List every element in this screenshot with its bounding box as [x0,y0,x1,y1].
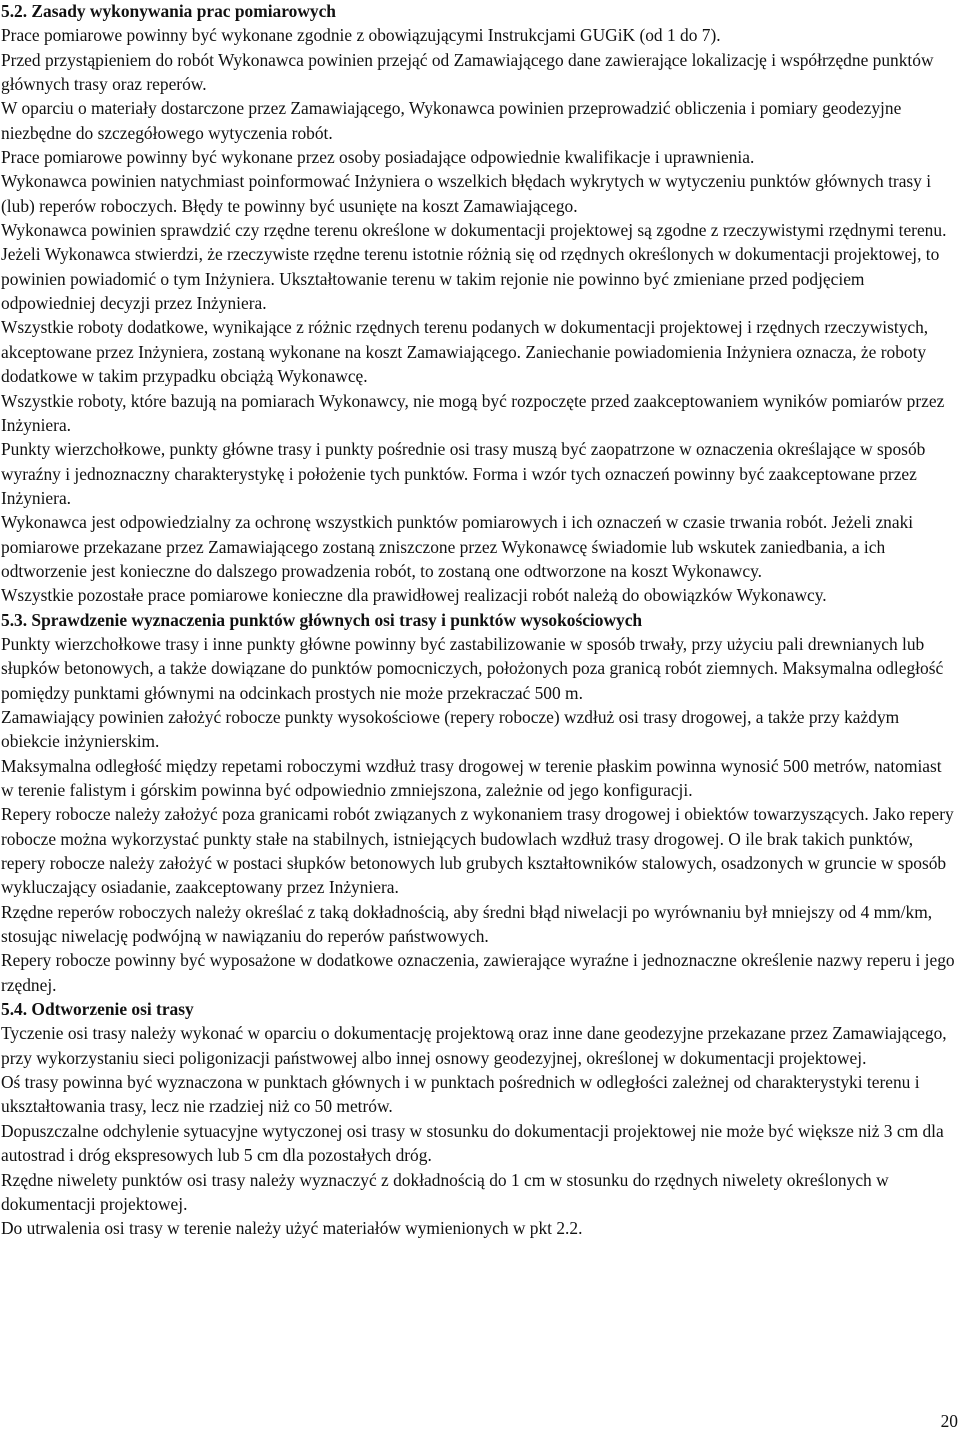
paragraph: Repery robocze powinny być wyposażone w dodatkowe oznaczenia, zawierające wyraźne i jednoznaczne określenie nazwy reperu i jego rzędnej. [1,950,955,995]
paragraph: Oś trasy powinna być wyznaczona w punktach głównych i w punktach pośrednich w odległości zależnej od charakterystyki terenu i ukształtowania trasy, lecz nie rzadziej niż co 50 metrów. [1,1072,920,1117]
paragraph: Wszystkie roboty dodatkowe, wynikające z różnic rzędnych terenu podanych w dokumentacji projektowej i rzędnych rzeczywistych, akceptowane przez Inżyniera, zostaną wykonane na koszt Zamawiającego. Zaniechanie powiadomienia Inżyniera oznacza, że roboty dodatkowe w takim przypadku obciążą Wykonawcę. [1,317,929,387]
paragraph: Wszystkie roboty, które bazują na pomiarach Wykonawcy, nie mogą być rozpoczęte przed zaakceptowaniem wyników pomiarów przez Inżyniera. [1,390,945,435]
paragraph: Tyczenie osi trasy należy wykonać w oparciu o dokumentację projektową oraz inne dane geodezyjne przekazane przez Zamawiającego, przy wykorzystaniu sieci poligonizacji państwowej albo innej osnowy geodezyjnej, określonej w dokumentacji projektowej. [1,1023,947,1068]
page-content [1,0,958,1241]
paragraph: Maksymalna odległość między repetami roboczymi wzdłuż trasy drogowej w terenie płaskim powinna wynosić 500 metrów, natomiast w terenie falistym i górskim powinna być odpowiednio zmniejszona, zależnie od jego konfiguracji. [1,755,942,800]
paragraph: Przed przystąpieniem do robót Wykonawca powinien przejąć od Zamawiającego dane zawierające lokalizację i współrzędne punktów głównych trasy oraz reperów. [1,49,934,95]
paragraph: Wykonawca powinien natychmiast poinformować Inżyniera o wszelkich błędach wykrytych w wytyczeniu punktów głównych trasy i (lub) reperów roboczych. Błędy te powinny być usunięte na koszt Zamawiającego. [1,171,932,216]
paragraph: Wykonawca jest odpowiedzialny za ochronę wszystkich punktów pomiarowych i ich oznaczeń w czasie trwania robót. Jeżeli znaki pomiarowe przekazane przez Zamawiającego zostaną zniszczone przez Wykonawcę świadomie lub wskutek zaniedbania, a ich odtworzenie jest konieczne do dalszego prowadzenia robót, to zostaną one odtworzone na koszt Wykonawcy. [1,512,914,581]
page-number: 20 [940,1411,958,1431]
paragraph: W oparciu o materiały dostarczone przez Zamawiającego, Wykonawca powinien przeprowadzić obliczenia i pomiary geodezyjne niezbędne do szczegółowego wytyczenia robót. [1,98,902,143]
paragraph: Prace pomiarowe powinny być wykonane zgodnie z obowiązującymi Instrukcjami GUGiK (od 1 do 7). [1,25,721,46]
paragraph: Zamawiający powinien założyć robocze punkty wysokościowe (repery robocze) wzdłuż osi trasy drogowej, a także przy każdym obiekcie inżynierskim. [1,706,900,752]
paragraph: Rzędne reperów roboczych należy określać z taką dokładnością, aby średni błąd niwelacji po wyrównaniu był mniejszy od 4 mm/km, stosując niwelację podwójną w nawiązaniu do reperów państwowych. [1,901,933,947]
paragraph: Rzędne niwelety punktów osi trasy należy wyznaczyć z dokładnością do 1 cm w stosunku do rzędnych niwelety określonych w dokumentacji projektowej. [1,1169,889,1214]
paragraph: Dopuszczalne odchylenie sytuacyjne wytyczonej osi trasy w stosunku do dokumentacji projektowej nie może być większe niż 3 cm dla autostrad i dróg ekspresowych lub 5 cm dla pozostałych dróg. [1,1120,944,1166]
paragraph: Repery robocze należy założyć poza granicami robót związanych z wykonaniem trasy drogowej i obiektów towarzyszących. Jako repery robocze można wykorzystać punkty stałe na stabilnych, istniejących budowlach wzdłuż trasy drogowej. O ile brak takich punktów, repery robocze należy założyć w postaci słupków betonowych lub grubych kształtowników stalowych, osadzonych w gruncie w sposób wykluczający osiadanie, zaakceptowany przez Inżyniera. [1,804,954,898]
paragraph: Wykonawca powinien sprawdzić czy rzędne terenu określone w dokumentacji projektowej są zgodne z rzeczywistymi rzędnymi terenu. Jeżeli Wykonawca stwierdzi, że rzeczywiste rzędne terenu istotnie różnią się od rzędnych określonych w dokumentacji projektowej, to powinien powiadomić o tym Inżyniera. Ukształtowanie terenu w takim rejonie nie powinno być zmieniane przed podjęciem odpowiedniej decyzji przez Inżyniera. [1,220,947,314]
paragraph: Prace pomiarowe powinny być wykonane przez osoby posiadające odpowiednie kwalifikacje i uprawnienia. [1,147,755,168]
section-heading-5-2: 5.2. Zasady wykonywania prac pomiarowych [1,1,336,21]
paragraph: Punkty wierzchołkowe trasy i inne punkty główne powinny być zastabilizowanie w sposób trwały, przy użyciu pali drewnianych lub słupków betonowych, a także dowiązane do punktów pomocniczych, położonych poza granicą robót ziemnych. Maksymalna odległość pomiędzy punktami głównymi na odcinkach prostych nie może przekraczać 500 m. [1,633,944,703]
paragraph: Wszystkie pozostałe prace pomiarowe konieczne dla prawidłowej realizacji robót należą do obowiązków Wykonawcy. [1,585,827,606]
paragraph: Punkty wierzchołkowe, punkty główne trasy i punkty pośrednie osi trasy muszą być zaopatrzone w oznaczenia określające w sposób wyraźny i jednoznaczny charakterystykę i położenie tych punktów. Forma i wzór tych oznaczeń powinny być zaakceptowane przez Inżyniera. [1,439,926,508]
section-heading-5-4: 5.4. Odtworzenie osi trasy [1,999,194,1020]
paragraph: Do utrwalenia osi trasy w terenie należy użyć materiałów wymienionych w pkt 2.2. [1,1218,583,1239]
section-heading-5-3: 5.3. Sprawdzenie wyznaczenia punktów głównych osi trasy i punktów wysokościowych [1,609,643,630]
